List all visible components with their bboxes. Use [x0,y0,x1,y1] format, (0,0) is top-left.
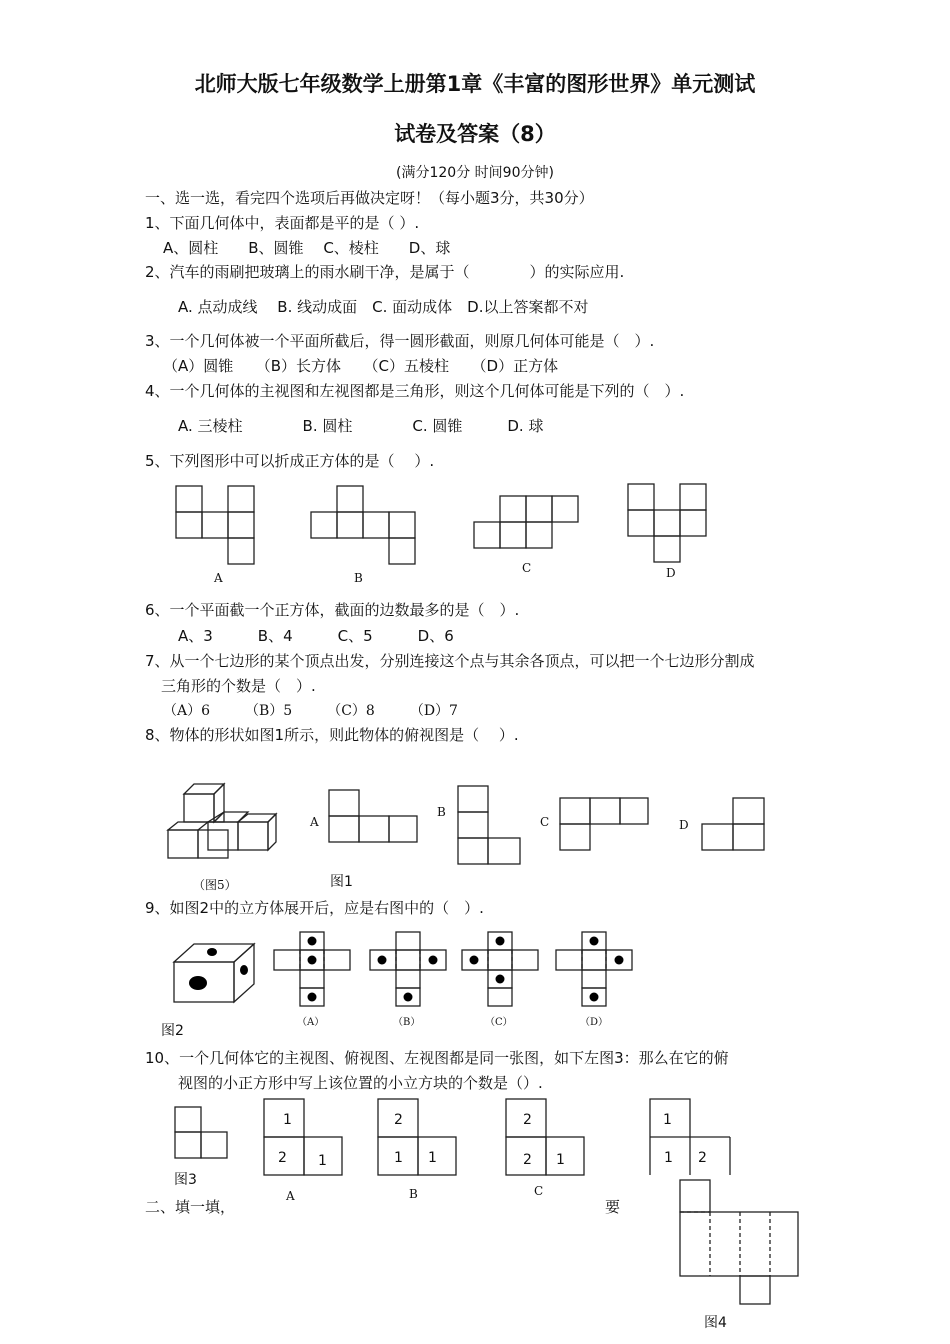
q10-option-d [648,1097,732,1179]
q9-label-a: （A） [297,1017,325,1028]
q8-fig-label: 图1 [330,874,353,890]
q2-stem: 2、汽车的雨刷把玻璃上的雨水刷干净，是属于（ ）的实际应用. [145,263,625,281]
score-time-info: (满分120分 时间90分钟) [396,165,554,181]
q9-fig-label: 图2 [161,1023,184,1039]
q8-fig5-label: （图5） [193,878,237,892]
q6-options: A、3 B、4 C、5 D、6 [178,627,454,645]
q10-fig3 [172,1104,232,1162]
q8-option-d [700,796,770,854]
q8-label-a: A [310,815,319,829]
q9-option-d [554,930,638,1010]
q10-option-c [504,1097,588,1179]
q8-label-d: D [679,818,689,832]
q9-stem: 9、如图2中的立方体展开后，应是右图中的（ ）. [145,899,484,917]
section2-trailing-text: 要 [605,1198,621,1216]
q10-a-cell2: 2 [278,1150,287,1166]
q4-stem: 4、一个几何体的主视图和左视图都是三角形，则这个几何体可能是下列的（ ）. [145,382,685,400]
q6-stem: 6、一个平面截一个正方体，截面的边数最多的是（ ）. [145,601,520,619]
q10-b-cell3: 1 [428,1150,437,1166]
q5-label-c: C [522,561,532,575]
q10-c-cell2: 2 [523,1152,532,1168]
q5-label-d: D [666,566,676,580]
q10-c-cell3: 1 [556,1152,565,1168]
q8-stem: 8、物体的形状如图1所示，则此物体的俯视图是（ ）. [145,726,519,744]
fig4-label: 图4 [704,1315,727,1331]
q1-options: A、圆柱 B、圆锥 C、棱柱 D、球 [163,239,451,257]
fig4-net [676,1176,806,1308]
q10-d-cell1: 1 [663,1112,672,1128]
q1-stem: 1、下面几何体中，表面都是平的是（ ）. [145,214,420,232]
q10-b-cell2: 1 [394,1150,403,1166]
q9-option-b [368,930,452,1010]
q8-label-b: B [437,805,446,819]
q10-a-cell1: 1 [283,1112,292,1128]
q9-label-c: （C） [485,1017,513,1028]
q10-option-a [262,1097,346,1179]
q9-cube-figure [168,940,258,1006]
q5-stem: 5、下列图形中可以折成正方体的是（ ）. [145,452,435,470]
q7-stem-line2: 三角形的个数是（ ）. [161,677,316,695]
q5-net-b [305,482,425,572]
q10-label-c: C [534,1184,544,1198]
q10-fig-label: 图3 [174,1172,197,1188]
section2-heading: 二、填一填， [145,1198,236,1216]
q3-options: （A）圆锥 （B）长方体 （C）五棱柱 （D）正方体 [163,357,559,375]
q8-option-b [454,784,524,866]
q8-solid-figure [160,780,285,865]
q10-d-cell3: 2 [698,1150,707,1166]
q9-option-c [460,930,544,1010]
q9-option-a [272,930,356,1010]
page-title-line2: 试卷及答案（8） [394,122,556,146]
q10-label-a: A [286,1189,295,1203]
q7-options: （A）6 （B）5 （C）8 （D）7 [163,703,458,719]
q10-label-b: B [409,1187,418,1201]
q5-label-b: B [354,571,363,585]
q10-b-cell1: 2 [394,1112,403,1128]
q10-stem-line1: 10、一个几何体它的主视图、俯视图、左视图都是同一张图，如下左图3：那么在它的俯 [145,1049,729,1067]
q9-label-d: （D） [580,1017,609,1028]
q10-stem-line2: 视图的小正方形中写上该位置的小立方块的个数是（）. [178,1074,543,1092]
q5-label-a: A [214,571,223,585]
q3-stem: 3、一个几何体被一个平面所截后，得一圆形截面，则原几何体可能是（ ）. [145,332,655,350]
q5-net-c [468,492,588,552]
q8-option-c [556,796,651,854]
page-title: 北师大版七年级数学上册第1章《丰富的图形世界》单元测试 [194,72,756,96]
q10-d-cell2: 1 [664,1150,673,1166]
q5-net-d [622,480,712,570]
section1-heading: 一、选一选，看完四个选项后再做决定呀！（每小题3分，共30分） [145,189,594,207]
q2-options: A. 点动成线 B. 线动成面 C. 面动成体 D.以上答案都不对 [178,298,589,316]
q10-option-b [376,1097,460,1179]
q7-stem-line1: 7、从一个七边形的某个顶点出发，分别连接这个点与其余各顶点，可以把一个七边形分割成 [145,652,755,670]
q8-option-a [325,788,420,844]
q8-label-c: C [540,815,550,829]
q10-a-cell3: 1 [318,1153,327,1169]
q4-options: A. 三棱柱 B. 圆柱 C. 圆锥 D. 球 [178,417,544,435]
q5-net-a [170,482,270,572]
q9-label-b: （B） [393,1017,421,1028]
q10-c-cell1: 2 [523,1112,532,1128]
